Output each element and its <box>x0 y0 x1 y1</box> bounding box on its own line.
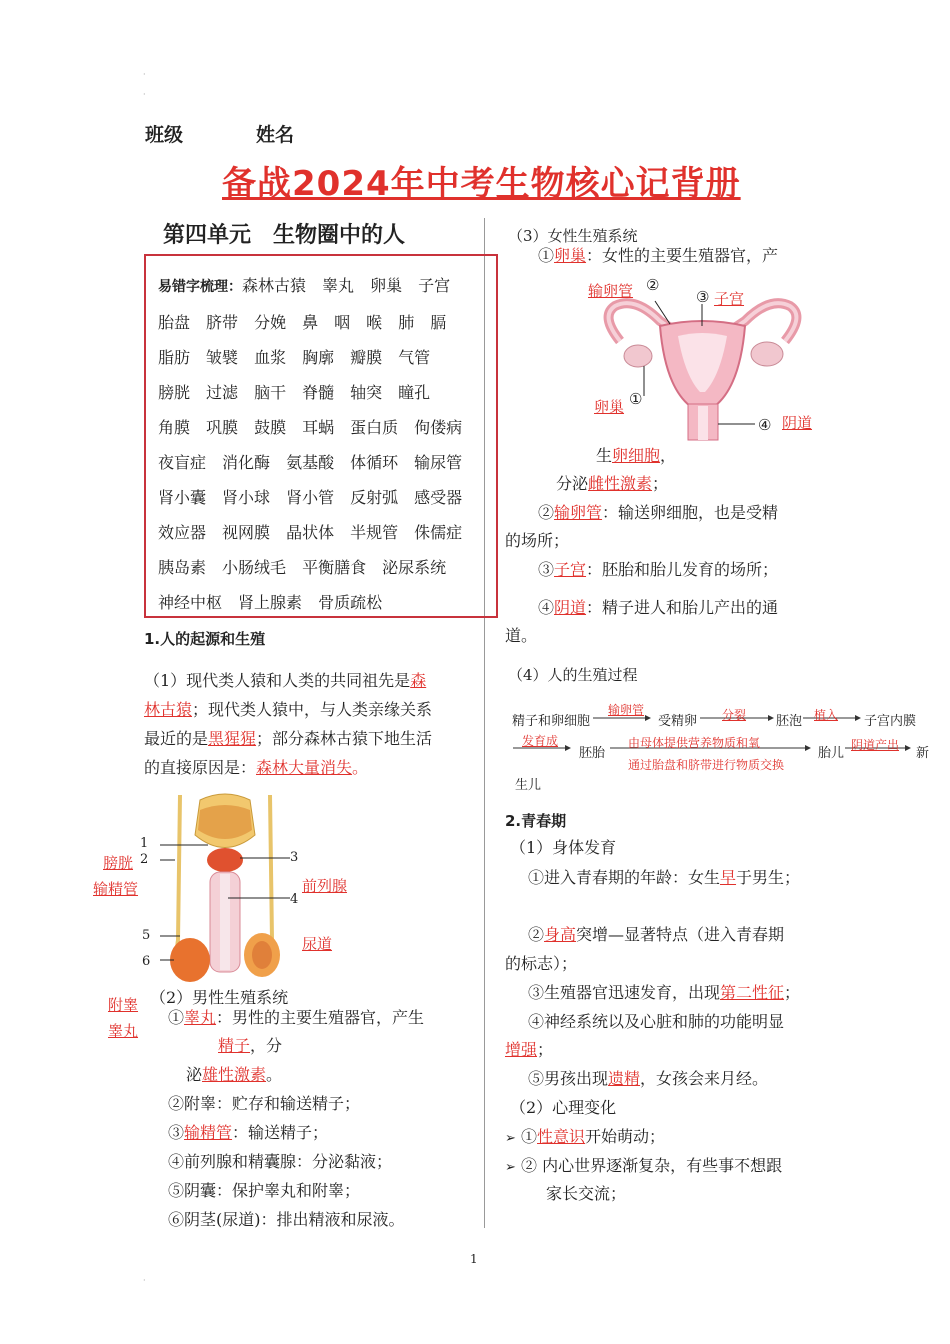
fig-num: 2 <box>140 852 149 867</box>
female-item-2-cont: 的场所； <box>505 531 570 550</box>
section-heading: 1.人的起源和生殖 <box>144 630 266 648</box>
fig-num: ④ <box>758 416 772 434</box>
female-item-1-cont <box>596 446 676 466</box>
text: ① <box>538 246 555 265</box>
label-testis: 睾丸 <box>108 1022 139 1040</box>
text: ② <box>528 925 545 944</box>
typo-word: 肾上腺素 <box>238 593 303 612</box>
text: ① <box>168 1008 185 1027</box>
fig-num: ③ <box>696 288 710 306</box>
typo-row <box>158 375 462 410</box>
female-item-1 <box>538 246 778 266</box>
typo-word: 肺 <box>398 313 415 332</box>
answer: 性意识 <box>537 1127 586 1146</box>
answer: 子宫 <box>554 560 587 579</box>
mental-item-2-cont: 家长交流； <box>546 1184 627 1203</box>
male-item-2: ②附睾：贮存和输送精子； <box>168 1094 361 1113</box>
text: ； <box>537 1040 554 1059</box>
male-item-6: ⑥阴茎(尿道)：排出精液和尿液。 <box>168 1210 405 1229</box>
text: 的直接原因是： <box>144 758 257 777</box>
flow-label: 通过胎盘和脐带进行物质交换 <box>628 758 785 772</box>
epididymis-shape <box>252 941 272 969</box>
mental-item-2 <box>505 1156 782 1178</box>
flow-label: 发育成 <box>522 734 559 748</box>
text: ⑤男孩出现 <box>528 1069 609 1088</box>
typo-word: 睾丸 <box>322 276 355 295</box>
answer: 遗精 <box>608 1069 641 1088</box>
typo-word: 泌尿系统 <box>382 558 447 577</box>
answer: 森 <box>410 671 427 690</box>
typo-word: 消化酶 <box>222 453 271 472</box>
puberty-item-4: ④神经系统以及心脏和肺的功能明显 <box>528 1012 785 1031</box>
label-vagina: 阴道 <box>782 414 813 432</box>
text: ③ <box>538 560 555 579</box>
flow-node: 子宫内膜 <box>864 714 917 729</box>
typo-word: 蛋白质 <box>350 418 399 437</box>
text: ：精子进人和胎儿产出的通 <box>586 598 779 617</box>
typo-word: 咽 <box>334 313 351 332</box>
flow-node: 胎儿 <box>818 746 845 761</box>
typo-word: 瓣膜 <box>350 348 383 367</box>
flow-node: 受精卵 <box>658 714 698 729</box>
typo-word: 膈 <box>430 313 447 332</box>
answer: 阴道 <box>554 598 587 617</box>
sub-heading: （2）心理变化 <box>510 1098 617 1117</box>
fig-num: 3 <box>290 850 299 865</box>
text: （1）现代类人猿和人类的共同祖先是 <box>144 671 411 690</box>
answer: 林古猿 <box>144 700 193 719</box>
unit-title: 第四单元 生物圈中的人 <box>163 223 406 248</box>
typo-word: 巩膜 <box>206 418 239 437</box>
vagina-inner <box>698 406 708 440</box>
fig-num: 6 <box>142 954 151 969</box>
typo-word: 夜盲症 <box>158 453 207 472</box>
section1-paragraph <box>144 666 432 782</box>
text: 泌 <box>186 1065 203 1084</box>
answer: 输卵管 <box>554 503 603 522</box>
flow-label: 植入 <box>814 708 839 722</box>
text: ； <box>784 983 801 1002</box>
flow-label: 阴道产出 <box>851 738 900 752</box>
urethra-shape <box>220 874 230 970</box>
typo-word: 晶状体 <box>286 523 335 542</box>
text: ② 内心世界逐渐复杂，有些事不想跟 <box>521 1156 783 1175</box>
page-number: 1 <box>470 1252 478 1266</box>
margin-mark: · <box>143 90 146 99</box>
text: ② <box>538 503 555 522</box>
typo-list <box>158 268 462 620</box>
text: ① <box>521 1127 538 1146</box>
answer: 雄性激素 <box>202 1065 267 1084</box>
label-oviduct: 输卵管 <box>588 282 634 300</box>
typo-word: 小肠绒毛 <box>222 558 287 577</box>
testis-left-shape <box>170 938 210 982</box>
typo-row <box>158 585 462 620</box>
label-epididymis: 附睾 <box>108 996 139 1014</box>
typo-word: 佝偻病 <box>414 418 463 437</box>
typo-word: 效应器 <box>158 523 207 542</box>
typo-word: 轴突 <box>350 383 383 402</box>
vas-deferens-left <box>177 795 180 960</box>
puberty-item-4-cont <box>505 1040 553 1060</box>
typo-word: 半规管 <box>350 523 399 542</box>
typo-word: 角膜 <box>158 418 191 437</box>
text: 分泌 <box>556 474 589 493</box>
puberty-item-2-cont: 的标志）； <box>505 954 578 973</box>
typo-word: 皱襞 <box>206 348 239 367</box>
typo-row <box>158 515 462 550</box>
typo-word: 瞳孔 <box>398 383 431 402</box>
label-uterus: 子宫 <box>714 290 745 308</box>
male-item-5: ⑤阴囊：保护睾丸和附睾； <box>168 1181 361 1200</box>
typo-word: 胸廓 <box>302 348 335 367</box>
main-title: 备战2024年中考生物核心记背册 <box>222 164 741 204</box>
answer: 黑猩猩 <box>208 729 257 748</box>
ovary-left-shape <box>624 345 652 367</box>
label-prostate: 前列腺 <box>302 877 348 895</box>
answer: 输精管 <box>184 1123 233 1142</box>
fig-num: 5 <box>142 928 151 943</box>
typo-word: 反射弧 <box>350 488 399 507</box>
flow-label: 分裂 <box>722 708 747 722</box>
typo-row <box>158 340 462 375</box>
typo-word: 鼻 <box>302 313 319 332</box>
text: ③ <box>168 1123 185 1142</box>
seminal-vesicle-shape <box>198 805 252 839</box>
name-label: 姓名 <box>256 124 295 146</box>
fig-num: ① <box>629 390 643 408</box>
typo-word: 脐带 <box>206 313 239 332</box>
female-item-3 <box>538 560 778 580</box>
male-item-4: ④前列腺和精囊腺：分泌黏液； <box>168 1152 393 1171</box>
typo-word: 神经中枢 <box>158 593 223 612</box>
text: 突增—显著特点（进入青春期 <box>576 925 785 944</box>
text: 。 <box>266 1065 283 1084</box>
typo-row <box>158 410 462 445</box>
female-item-1-cont2 <box>556 474 668 494</box>
text: ：胚胎和胎儿发育的场所； <box>586 560 779 579</box>
flow-label: 输卵管 <box>608 703 645 717</box>
fig-num: 1 <box>140 836 149 851</box>
typo-word: 骨质疏松 <box>318 593 383 612</box>
puberty-item-5 <box>528 1069 768 1089</box>
flow-node: 胚泡 <box>776 714 803 729</box>
male-reproductive-figure <box>160 790 320 990</box>
process-heading: （4）人的生殖过程 <box>508 666 638 684</box>
class-label: 班级 <box>145 124 184 146</box>
female-item-4-cont: 道。 <box>505 626 538 645</box>
male-item-1 <box>168 1008 424 1028</box>
label-vas-deferens: 输精管 <box>93 880 139 898</box>
typo-row <box>158 480 462 515</box>
typo-word: 脊髓 <box>302 383 335 402</box>
flow-node: 生儿 <box>515 778 542 793</box>
typo-word: 气管 <box>398 348 431 367</box>
female-item-2 <box>538 503 778 523</box>
text: 开始萌动； <box>585 1127 666 1146</box>
fig-num: 4 <box>290 892 299 907</box>
answer: 睾丸 <box>184 1008 217 1027</box>
label-ovary: 卵巢 <box>594 398 625 416</box>
typo-word: 输尿管 <box>414 453 463 472</box>
typo-word: 卵巢 <box>370 276 403 295</box>
mental-item-1 <box>505 1127 665 1149</box>
text: ，女孩会来月经。 <box>640 1069 769 1088</box>
typo-word: 体循环 <box>350 453 399 472</box>
female-item-4 <box>538 598 778 618</box>
typo-row <box>158 268 462 305</box>
typo-word: 感受器 <box>414 488 463 507</box>
text: ：男性的主要生殖器官，产生 <box>216 1008 425 1027</box>
answer: 卵巢 <box>554 246 587 265</box>
answer: 卵细胞 <box>612 446 661 465</box>
label-bladder: 膀胱 <box>103 854 134 872</box>
text: ；部分森林古猿下地生活 <box>256 729 433 748</box>
answer: 雌性激素 <box>588 474 653 493</box>
answer: 增强 <box>505 1040 538 1059</box>
flow-node: 精子和卵细胞 <box>512 714 591 729</box>
typo-word: 耳蜗 <box>302 418 335 437</box>
text: ； <box>652 474 669 493</box>
text: ：女性的主要生殖器官，产 <box>586 246 779 265</box>
answer: 第二性征 <box>720 983 785 1002</box>
typo-word: 平衡膳食 <box>302 558 367 577</box>
text: ④ <box>538 598 555 617</box>
typo-word: 侏儒症 <box>414 523 463 542</box>
prostate-shape <box>207 848 243 872</box>
answer: 早 <box>720 868 737 887</box>
typo-word: 脑干 <box>254 383 287 402</box>
text: ①进入青春期的年龄：女生 <box>528 868 721 887</box>
text: ，分 <box>250 1036 283 1055</box>
text: ③生殖器官迅速发育，出现 <box>528 983 721 1002</box>
male-item-3 <box>168 1123 328 1143</box>
typo-word: 肾小球 <box>222 488 271 507</box>
flow-node: 新 <box>916 746 930 761</box>
section-heading: 2.青春期 <box>505 812 567 830</box>
text: 于男生； <box>736 868 801 887</box>
margin-mark: · <box>143 70 146 79</box>
typo-word: 肾小管 <box>286 488 335 507</box>
typo-word: 子宫 <box>418 276 451 295</box>
text: ：输送卵细胞，也是受精 <box>602 503 779 522</box>
typo-word: 分娩 <box>254 313 287 332</box>
text: 最近的是 <box>144 729 209 748</box>
typo-word: 过滤 <box>206 383 239 402</box>
label-urethra: 尿道 <box>302 935 333 953</box>
female-heading: （3）女性生殖系统 <box>508 227 638 245</box>
male-heading: （2）男性生殖系统 <box>150 988 289 1007</box>
bullet-arrow-icon: ➢ <box>505 1131 516 1146</box>
ovary-right-shape <box>751 342 783 366</box>
typo-word: 森林古猿 <box>242 276 307 295</box>
fig-num: ② <box>646 276 660 294</box>
typo-word: 肾小囊 <box>158 488 207 507</box>
text: ， <box>660 446 677 465</box>
male-item-1-cont2 <box>186 1065 282 1085</box>
typo-row <box>158 305 462 340</box>
answer: 身高 <box>544 925 577 944</box>
typo-word: 脂肪 <box>158 348 191 367</box>
puberty-item-3 <box>528 983 800 1003</box>
text: 。 <box>352 758 369 777</box>
typo-word: 胎盘 <box>158 313 191 332</box>
puberty-item-2 <box>528 925 784 945</box>
typo-word: 氨基酸 <box>286 453 335 472</box>
typo-label: 易错字梳理： <box>158 279 242 295</box>
margin-mark: · <box>143 1276 146 1285</box>
typo-word: 膀胱 <box>158 383 191 402</box>
typo-word: 胰岛素 <box>158 558 207 577</box>
text: ：输送精子； <box>232 1123 329 1142</box>
sub-heading: （1）身体发育 <box>510 838 617 857</box>
text: ；现代类人猿中，与人类亲缘关系 <box>192 700 433 719</box>
typo-row <box>158 445 462 480</box>
typo-word: 鼓膜 <box>254 418 287 437</box>
typo-row <box>158 550 462 585</box>
flow-node: 胚胎 <box>579 746 606 761</box>
typo-word: 血浆 <box>254 348 287 367</box>
typo-word: 视网膜 <box>222 523 271 542</box>
puberty-item-1 <box>528 868 800 888</box>
answer: 精子 <box>218 1036 251 1055</box>
flow-label: 由母体提供营养物质和氧 <box>628 736 761 750</box>
answer: 森林大量消失 <box>256 758 353 777</box>
bullet-arrow-icon: ➢ <box>505 1160 516 1175</box>
text: 生 <box>596 446 613 465</box>
typo-word: 喉 <box>366 313 383 332</box>
male-item-1-cont <box>218 1036 282 1056</box>
